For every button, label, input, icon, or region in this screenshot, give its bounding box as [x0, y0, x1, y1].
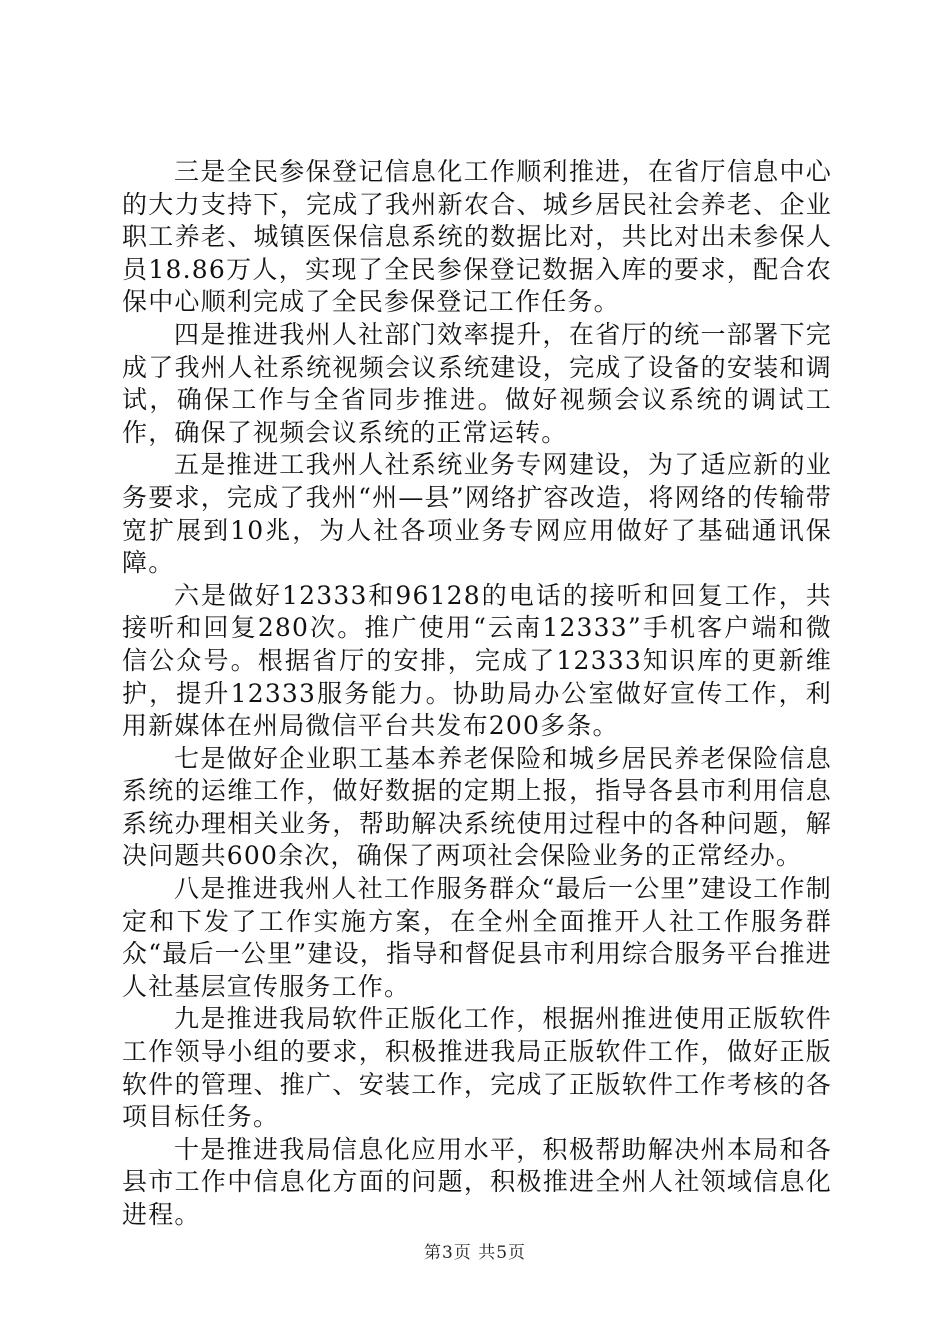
- document-body: [122, 156, 832, 1232]
- paragraph-8: 八是推进我州人社工作服务群众“最后一公里”建设工作制定和下发了工作实施方案，在全州全面推开人社工作服务群众“最后一公里”建设，指导和督促县市利用综合服务平台推进人社基层宣传服务工作。: [122, 874, 832, 1001]
- page-number-footer: 第3页 共5页: [423, 1243, 527, 1263]
- paragraph-6: 六是做好12333和96128的电话的接听和回复工作，共接听和回复280次。推广使用“云南12333”手机客户端和微信公众号。根据省厅的安排，完成了12333知识库的更新维护，提升12333服务能力。协助局办公室做好宣传工作，利用新媒体在州局微信平台共发布200多条。: [122, 580, 832, 741]
- paragraph-3: 三是全民参保登记信息化工作顺利推进，在省厅信息中心的大力支持下，完成了我州新农合、城乡居民社会养老、企业职工养老、城镇医保信息系统的数据比对，共比对出未参保人员18.86万人，实现了全民参保登记数据入库的要求，配合农保中心顺利完成了全民参保登记工作任务。: [122, 157, 832, 317]
- paragraph-5: 五是推进工我州人社系统业务专网建设，为了适应新的业务要求，完成了我州“州—县”网络扩容改造，将网络的传输带宽扩展到10兆，为人社各项业务专网应用做好了基础通讯保障。: [122, 450, 832, 578]
- paragraph-4: 四是推进我州人社部门效率提升，在省厅的统一部署下完成了我州人社系统视频会议系统建设，完成了设备的安装和调试，确保工作与全省同步推进。做好视频会议系统的调试工作，确保了视频会议系统的正常运转。: [122, 319, 832, 447]
- paragraph-9: 九是推进我局软件正版化工作，根据州推进使用正版软件工作领导小组的要求，积极推进我局正版软件工作，做好正版软件的管理、推广、安装工作，完成了正版软件工作考核的各项目标任务。: [122, 1004, 832, 1132]
- paragraph-7: 七是做好企业职工基本养老保险和城乡居民养老保险信息系统的运维工作，做好数据的定期上报，指导各县市利用信息系统办理相关业务，帮助解决系统使用过程中的各种问题，解决问题共600余次，确保了两项社会保险业务的正常经办。: [122, 743, 832, 871]
- paragraph-10: 十是推进我局信息化应用水平，积极帮助解决州本局和各县市工作中信息化方面的问题，积极推进全州人社领域信息化进程。: [122, 1134, 832, 1229]
